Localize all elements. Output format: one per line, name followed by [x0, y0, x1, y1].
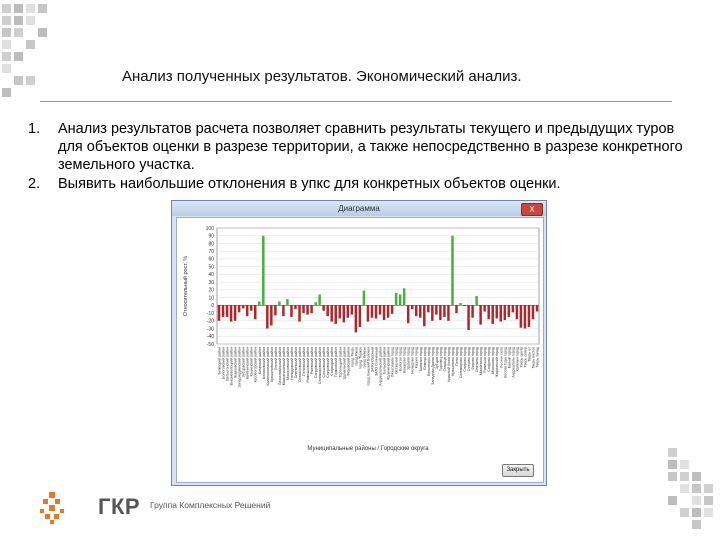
x-tick-label: Нелидовский район: [289, 347, 294, 380]
bar: [222, 305, 224, 317]
close-icon[interactable]: [521, 203, 543, 216]
bar: [459, 303, 461, 305]
x-tick-label: Спировский район: [326, 347, 331, 378]
list-text: Выявить наибольшие отклонения в упкс для конкретных объектов оценки.: [58, 175, 561, 192]
bar: [379, 305, 381, 314]
bar: [407, 305, 409, 323]
x-tick-label: Сандово город: [487, 347, 492, 372]
bar: [427, 305, 429, 312]
bar: [218, 305, 220, 320]
bar: [403, 288, 405, 305]
x-tick-label: Лесной район: [273, 347, 278, 371]
mosaic-square: [38, 28, 47, 37]
mosaic-square: [680, 508, 689, 517]
bar: [266, 305, 268, 328]
x-tick-label: Лесное село: [499, 347, 504, 368]
y-tick-label: -40: [206, 334, 214, 341]
x-tick-label: Сонково город: [467, 347, 472, 372]
x-tick-label: Лихославльский район: [277, 347, 282, 386]
x-tick-label: Красный Холм город: [446, 347, 451, 382]
y-tick-label: 30: [208, 279, 214, 286]
bar: [302, 305, 304, 313]
x-tick-label: Ржевский район: [310, 347, 315, 375]
y-tick-label: -10: [206, 310, 214, 317]
x-tick-label: Удомельский район: [342, 347, 347, 380]
bar: [375, 305, 377, 318]
bar: [415, 305, 417, 316]
bar: [306, 305, 308, 314]
bar: [483, 305, 485, 311]
bar: [399, 295, 401, 306]
y-tick-label: 90: [208, 233, 214, 240]
mosaic-square: [2, 4, 11, 13]
bar: [467, 305, 469, 330]
x-tick-label: Андреаполь город: [511, 347, 516, 378]
x-tick-label: Молоково город: [491, 347, 496, 374]
mosaic-square: [668, 448, 677, 457]
bar: [242, 305, 244, 308]
bar: [524, 305, 526, 328]
x-tick-label: Нелидово город: [410, 347, 415, 374]
bar: [383, 305, 385, 320]
x-tick-label: Бологое город: [398, 347, 403, 371]
bar: [355, 305, 357, 332]
brand-subtitle: Группа Комплексных Решений: [150, 500, 271, 510]
bar: [294, 305, 296, 309]
mosaic-square: [692, 484, 701, 493]
x-tick-label: город Ржев: [354, 347, 359, 366]
mosaic-square: [704, 496, 713, 505]
x-tick-label: Белый город: [507, 347, 512, 369]
x-tick-label: Пеновский район: [302, 347, 307, 376]
bar: [411, 305, 413, 309]
x-tick-label: Весьегонский район: [225, 347, 230, 381]
bar: [359, 305, 361, 327]
y-tick-label: 80: [208, 241, 214, 248]
bar: [230, 305, 232, 321]
x-tick-label: Западнодвинский район: [237, 347, 242, 388]
bar: [250, 305, 252, 310]
x-tick-label: Бежецкий район: [217, 347, 222, 375]
mosaic-square: [692, 508, 701, 517]
bar: [516, 305, 518, 319]
bar: [495, 305, 497, 318]
bar: [500, 305, 502, 321]
mosaic-square: [14, 76, 23, 85]
x-tick-label: Рамешковский район: [306, 347, 311, 383]
x-tick-label: Старицкий район: [330, 347, 335, 376]
x-tick-label: Калязинский район: [245, 347, 250, 380]
x-tick-label: Жарковский район: [233, 347, 238, 379]
x-tick-label: Селижарово город: [459, 347, 464, 379]
bar: [435, 305, 437, 314]
window-title: Диаграмма: [172, 201, 546, 216]
y-tick-label: 70: [208, 249, 214, 255]
x-axis-label: Муниципальные районы / Городские округа: [307, 446, 429, 452]
x-tick-label: Жарковский город: [495, 347, 500, 378]
bar: [471, 305, 473, 317]
close-window-button[interactable]: Закрыть: [502, 464, 534, 477]
x-tick-label: Тверь север: [523, 347, 528, 368]
y-tick-label: 40: [208, 272, 214, 279]
x-tick-label: Бельский район: [382, 347, 387, 374]
mosaic-square: [2, 52, 11, 61]
bar: [290, 305, 292, 317]
x-tick-label: город Вышний Волочек: [366, 347, 371, 386]
bar: [532, 305, 534, 319]
mosaic-square: [26, 4, 35, 13]
bar: [391, 305, 393, 314]
x-tick-label: Фирово город: [471, 347, 476, 370]
bar: [286, 299, 288, 305]
bar: [451, 236, 453, 306]
bar: [310, 305, 312, 313]
x-tick-label: Зубцов город: [434, 347, 439, 370]
bar: [419, 305, 421, 317]
mosaic-square: [680, 484, 689, 493]
x-tick-label: Лихославль город: [390, 347, 395, 378]
bar: [258, 301, 260, 305]
bar: [367, 305, 369, 321]
x-tick-label: Торопецкий район: [338, 347, 343, 378]
mosaic-square: [680, 460, 689, 469]
mosaic-square: [26, 40, 35, 49]
y-tick-label: 0: [211, 303, 214, 310]
x-tick-label: город Торжок: [358, 347, 363, 370]
mosaic-square: [14, 16, 23, 25]
bar: [487, 305, 489, 319]
bar: [234, 305, 236, 320]
x-tick-label: Тверь запад: [535, 347, 540, 368]
x-tick-label: Краснохолмский район: [265, 347, 270, 386]
x-tick-label: город Тверь: [350, 347, 355, 368]
bar: [536, 305, 538, 311]
bar: [318, 295, 320, 306]
mosaic-square: [2, 88, 11, 97]
bar: [274, 305, 276, 315]
x-tick-label: Конаково город: [402, 347, 407, 373]
mosaic-square: [704, 508, 713, 517]
x-tick-label: Оленино город: [475, 347, 480, 373]
mosaic-square: [668, 496, 677, 505]
bar: [491, 305, 493, 324]
bar: [238, 305, 240, 312]
bar: [226, 305, 228, 317]
bar: [343, 305, 345, 322]
bar: [512, 305, 514, 312]
x-tick-label: Максатиха город: [479, 347, 484, 376]
plot-area: [217, 228, 539, 344]
bar: [443, 305, 445, 317]
x-tick-label: Весьегонск город: [426, 347, 431, 376]
slide-title: Анализ полученных результатов. Экономический анализ.: [122, 68, 522, 85]
mosaic-square: [26, 16, 35, 25]
mosaic-square: [26, 76, 35, 85]
x-tick-label: Андреапольский район: [378, 347, 383, 386]
close-label: X: [529, 205, 535, 214]
x-tick-label: город Кимры: [362, 347, 367, 369]
x-tick-label: Бежецк город: [422, 347, 427, 370]
x-tick-label: Сонковский район: [322, 347, 327, 378]
mosaic-square: [2, 64, 11, 73]
x-tick-label: Осташков город: [394, 347, 399, 374]
x-tick-label: Кимрский район: [257, 347, 262, 374]
mosaic-square: [692, 472, 701, 481]
y-tick-label: 60: [208, 256, 214, 263]
y-axis-label: Относительный рост, %: [183, 255, 189, 317]
x-tick-label: Тверь юг: [527, 347, 532, 362]
bar: [262, 236, 264, 306]
x-tick-label: Оленинский район: [293, 347, 298, 379]
mosaic-square: [692, 520, 701, 529]
y-tick-label: 50: [208, 264, 214, 271]
gkr-logo-icon: [40, 492, 66, 526]
x-tick-label: Бологовский район: [221, 347, 226, 379]
bullet-list: [28, 120, 698, 193]
bar: [278, 301, 280, 305]
bar: [431, 305, 433, 320]
bar: [270, 305, 272, 325]
x-tick-label: Старица город: [442, 347, 447, 372]
mosaic-square: [14, 52, 23, 61]
x-tick-label: ЗАТО Озерный: [370, 347, 375, 373]
list-item: [28, 175, 698, 193]
y-tick-label: -50: [206, 341, 214, 348]
x-tick-label: Западная Двина город: [430, 347, 435, 385]
x-tick-label: Кесова Гора город: [503, 347, 508, 378]
bar: [439, 305, 441, 320]
chart-window: [171, 200, 547, 486]
mosaic-square: [668, 460, 677, 469]
mosaic-square: [14, 28, 23, 37]
x-tick-label: Кашинский район: [249, 347, 254, 377]
mosaic-square: [2, 16, 11, 25]
x-tick-label: Калязин город: [418, 347, 423, 372]
bar: [326, 305, 328, 316]
list-number: 1.: [28, 121, 41, 137]
bar: [351, 305, 353, 314]
bar: [475, 296, 477, 305]
bar: [347, 305, 349, 317]
x-tick-label: Торжокский район: [334, 347, 339, 378]
x-tick-label: Сандовский район: [314, 347, 319, 378]
x-tick-label: ЗАТО Солнечный: [374, 347, 379, 377]
x-tick-label: Тверь центр: [519, 347, 524, 368]
x-tick-label: Калинин город: [515, 347, 520, 372]
x-tick-label: Торопец город: [438, 347, 443, 372]
bar: [423, 305, 425, 326]
x-tick-label: Кувшиново город: [450, 347, 455, 376]
bar: [339, 305, 341, 318]
y-tick-label: 100: [205, 225, 214, 232]
bar: [528, 305, 530, 327]
x-tick-label: Кашин город: [414, 347, 419, 369]
mosaic-square: [692, 496, 701, 505]
x-tick-label: Максатихинский район: [281, 347, 286, 386]
bar: [508, 305, 510, 317]
x-tick-label: Вышневолоцкий район: [229, 347, 234, 386]
x-tick-label: Спирово город: [463, 347, 468, 372]
bar: [479, 305, 481, 324]
x-tick-label: Селижаровский район: [318, 347, 323, 385]
mosaic-square: [668, 472, 677, 481]
x-tick-label: Калининский район: [386, 347, 391, 380]
bar: [455, 305, 457, 313]
mosaic-square: [14, 4, 23, 13]
chart-panel: [176, 217, 544, 483]
bar: [314, 302, 316, 305]
x-tick-label: Осташковский район: [298, 347, 303, 382]
bar: [298, 305, 300, 321]
bar: [520, 305, 522, 327]
x-tick-label: Кувшиновский район: [269, 347, 274, 382]
y-tick-label: 20: [208, 287, 214, 294]
mosaic-square: [2, 28, 11, 37]
x-tick-label: Зубцовский район: [241, 347, 246, 378]
bar: [322, 305, 324, 310]
x-tick-label: Рамешки город: [483, 347, 488, 373]
bar: [387, 305, 389, 317]
y-tick-label: -30: [206, 326, 214, 333]
bar: [334, 305, 336, 324]
bar: [447, 305, 449, 320]
bar: [363, 291, 365, 306]
mosaic-square: [704, 484, 713, 493]
x-tick-label: Кесовогорский район: [253, 347, 258, 383]
bar: [395, 293, 397, 305]
x-tick-label: Пено город: [454, 347, 459, 366]
mosaic-square: [680, 472, 689, 481]
list-number: 2.: [28, 175, 41, 192]
bar: [282, 305, 284, 316]
x-tick-label: Удомля город: [406, 347, 411, 370]
list-item: [28, 120, 698, 175]
x-tick-label: Фировский район: [346, 347, 351, 376]
bar: [371, 305, 373, 317]
bar: [504, 305, 506, 320]
x-tick-label: Молоковский район: [285, 347, 290, 380]
y-tick-label: 10: [208, 295, 214, 302]
title-divider: [40, 101, 672, 102]
mosaic-square: [38, 4, 47, 13]
bar: [246, 305, 248, 316]
bar-chart: [177, 218, 543, 482]
bar: [254, 305, 256, 319]
bar: [330, 305, 332, 321]
brand-name: ГКР: [98, 494, 141, 519]
mosaic-square: [2, 40, 11, 49]
list-text: Анализ результатов расчета позволяет сравнить результаты текущего и предыдущих туров для объектов оценки в разрезе территории, а также непосредственно в разрезе конкретного земельного участка.: [58, 121, 683, 174]
x-tick-label: Тверь восток: [531, 347, 536, 369]
y-tick-label: -20: [206, 318, 214, 325]
x-tick-label: Конаковский район: [261, 347, 266, 379]
